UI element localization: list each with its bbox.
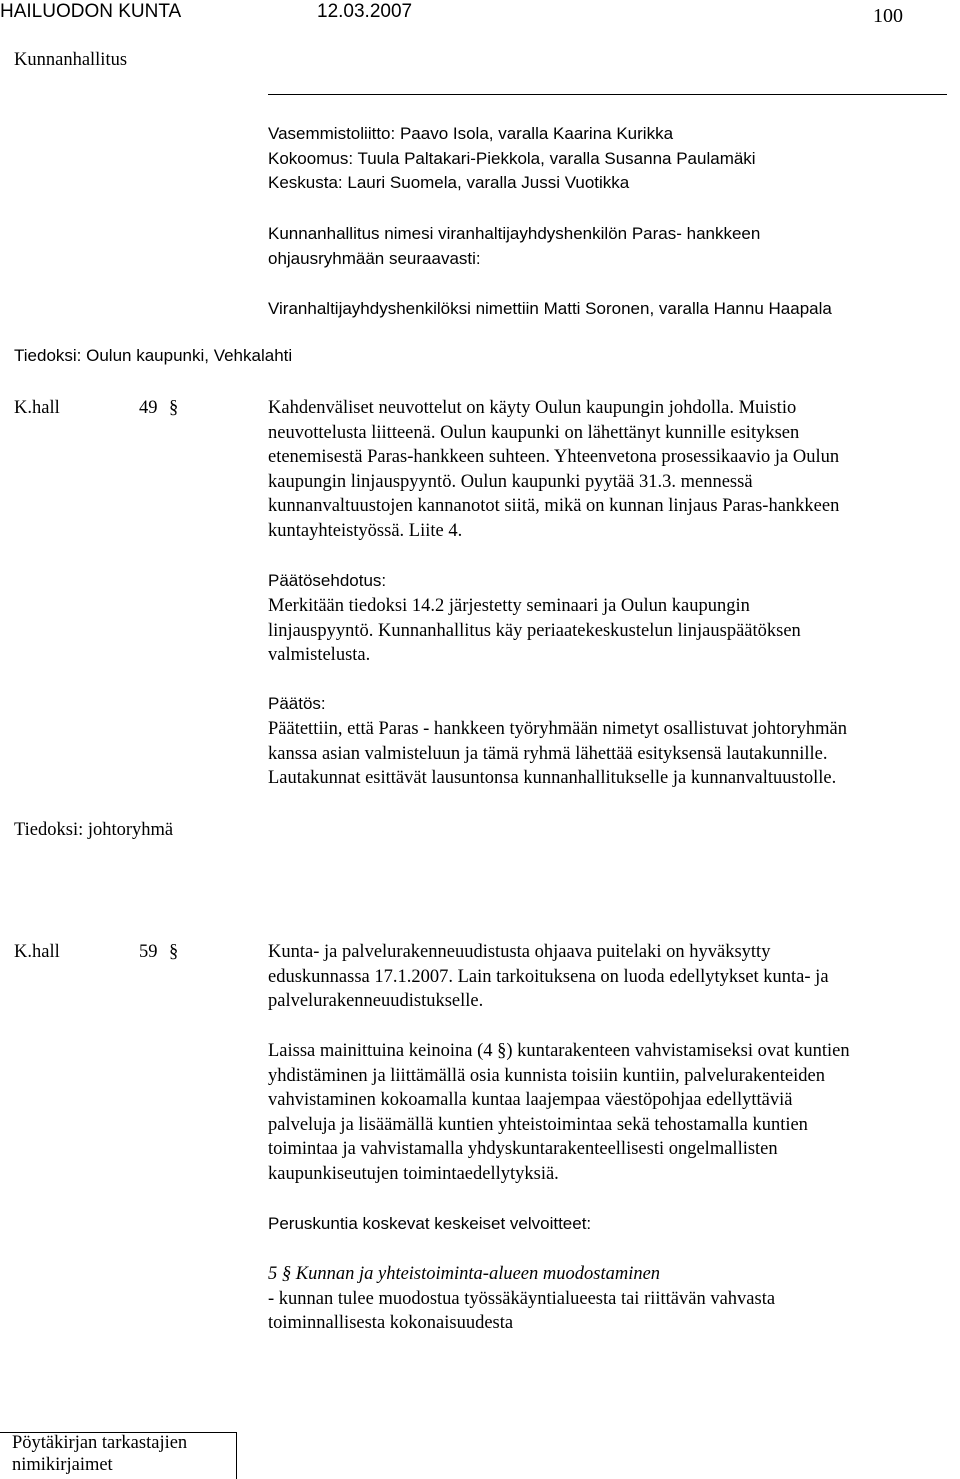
- section-symbol: §: [169, 942, 179, 962]
- decision-text: Päätettiin, että Paras - hankkeen työryhmään nimetyt osallistuvat johtoryhmän kanssa asian valmisteluun ja tämä ryhmä lähettää esityksensä lautakunnille. Lautakunnat esittävät lausuntonsa kunnanhallitukselle ja kunnanvaltuustolle.: [268, 719, 848, 789]
- representative-line: Kokoomus: Tuula Paltakari-Piekkola, varalla Susanna Paulamäki: [268, 148, 756, 168]
- municipality-name: HAILUODON KUNTA: [0, 1, 182, 22]
- section-label: K.hall: [14, 398, 60, 418]
- header-rule: [268, 94, 947, 95]
- section-label: K.hall: [14, 942, 60, 962]
- proposal-heading: Päätösehdotus:: [268, 571, 387, 590]
- notice-recipients-2: Tiedoksi: johtoryhmä: [14, 820, 174, 840]
- obligations-heading: Peruskuntia koskevat keskeiset velvoitteet:: [268, 1214, 592, 1233]
- section-symbol: §: [169, 398, 179, 418]
- section-number: 59: [139, 942, 158, 962]
- appointment-text: Kunnanhallitus nimesi viranhaltijayhdyshenkilön Paras- hankkeen ohjausryhmään seuraavasti:: [268, 224, 761, 268]
- representative-line: Vasemmistoliitto: Paavo Isola, varalla Kaarina Kurikka: [268, 124, 674, 143]
- representatives-list: [268, 122, 958, 196]
- section-number: 49: [139, 398, 158, 418]
- proposal-text: Merkitään tiedoksi 14.2 järjestetty seminaari ja Oulun kaupungin linjauspyyntö. Kunnanhallitus käy periaatekeskustelun linjauspäätöksen valmistelusta.: [268, 596, 801, 666]
- subsection-5: 5 § Kunnan ja yhteistoiminta-alueen muodostaminen - kunnan tulee muodostua työssäkäyntialueesta tai riittävän vahvasta toiminnallisesta kokonaisuudesta: [268, 1262, 958, 1336]
- section-59-means: Laissa mainittuina keinoina (4 §) kuntarakenteen vahvistamiseksi ovat kuntien yhdistäminen ja liittämällä osia kunnista toisiin kuntiin, palvelurakenteiden vahvistaminen kokoamalla kuntaa laajempaa väestöpohjaa edellyttäviä palveluja ja lisäämällä kuntien yhteistoimintaa sekä tehostamalla kuntien toimintaa ja vahvistamalla yhdyskuntarakenteellisesti ongelmallisten kaupunkiseutujen toimintaedellytyksiä.: [268, 1041, 850, 1184]
- subsection-title: 5 § Kunnan ja yhteistoiminta-alueen muodostaminen: [268, 1264, 661, 1284]
- representative-line: Keskusta: Lauri Suomela, varalla Jussi Vuotikka: [268, 173, 630, 193]
- contact-person: Viranhaltijayhdyshenkilöksi nimettiin Matti Soronen, varalla Hannu Haapala: [268, 299, 832, 318]
- section-49-body: Kahdenväliset neuvottelut on käyty Oulun kaupungin johdolla. Muistio neuvottelusta liitteenä. Oulun kaupunki on lähettänyt kunnille esityksen etenemisestä Paras-hankkeen suhteen. Yhteenvetona prosessikaavio ja Oulun kaupungin linjauspyyntö. Oulun kaupunki pyytää 31.3. mennessä kunnanvaltuustojen kannanotot siitä, mikä on kunnan linjaus Paras-hankkeen kuntayhteistyössä. Liite 4.: [268, 398, 840, 541]
- section-symbol: §: [497, 1041, 507, 1061]
- section-59-intro: Kunta- ja palvelurakenneuudistusta ohjaava puitelaki on hyväksytty eduskunnassa 17.1.2007. Lain tarkoituksena on luoda edellytykset kunta- ja palvelurakenneuudistukselle.: [268, 942, 829, 1012]
- section-symbol: §: [281, 1264, 292, 1284]
- initials-label: Pöytäkirjan tarkastajien nimikirjaimet: [12, 1433, 188, 1475]
- page-number: 100: [873, 5, 903, 27]
- decision-heading: Päätös:: [268, 694, 326, 713]
- body-name: Kunnanhallitus: [14, 50, 128, 70]
- notice-recipients-1: Tiedoksi: Oulun kaupunki, Vehkalahti: [14, 346, 293, 365]
- meeting-date: 12.03.2007: [317, 1, 413, 22]
